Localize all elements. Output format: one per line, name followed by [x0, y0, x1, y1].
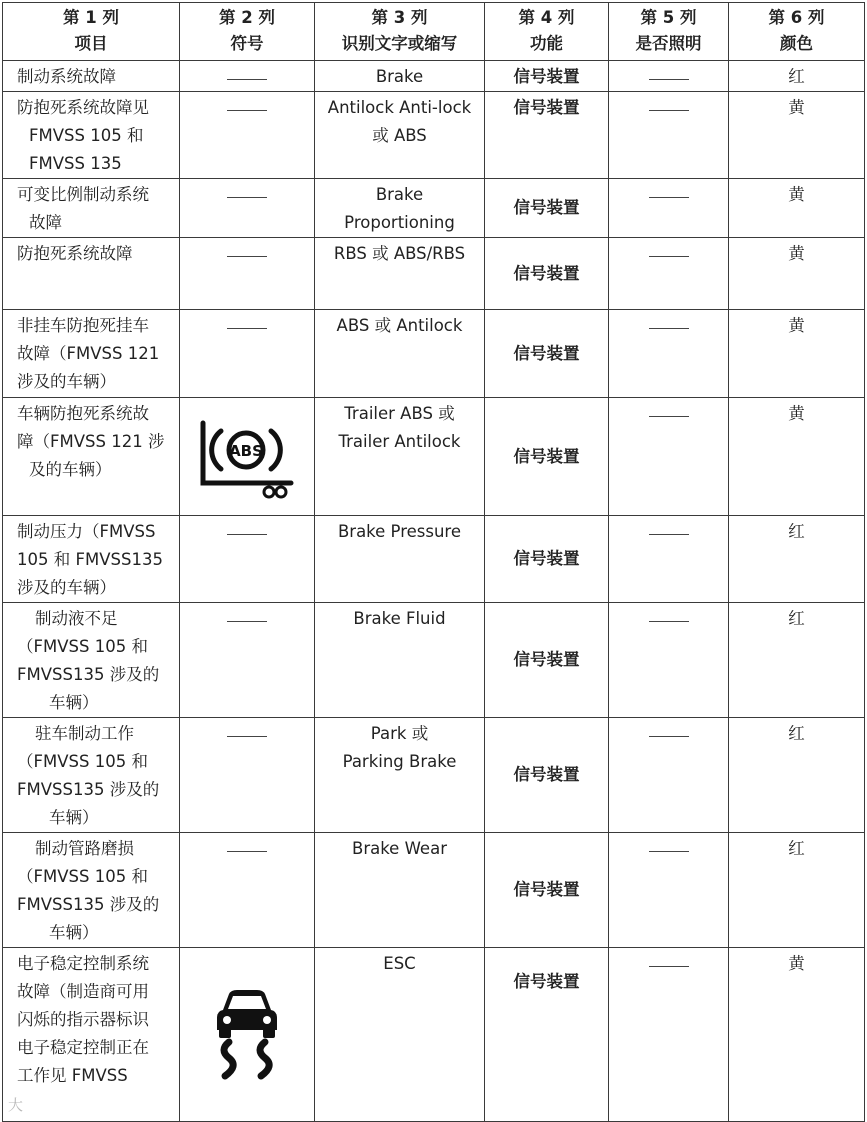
- esc-skid-car-icon: [197, 980, 297, 1090]
- text-cell: Brake: [315, 61, 485, 92]
- item-cell: 制动液不足 （FMVSS 105 和 FMVSS135 涉及的 车辆）: [3, 603, 180, 718]
- function-cell: 信号装置: [485, 179, 609, 238]
- table-row: [3, 718, 865, 833]
- color-cell: 黄: [729, 310, 865, 398]
- dash-mark: [649, 966, 689, 967]
- lit-cell: [609, 310, 729, 398]
- header-col-1: 第 1 列 项目: [3, 3, 180, 61]
- symbol-cell: [180, 179, 315, 238]
- dash-mark: [227, 197, 267, 198]
- table-row: [3, 603, 865, 718]
- function-cell: 信号装置: [485, 92, 609, 179]
- item-cell: 制动管路磨损 （FMVSS 105 和 FMVSS135 涉及的 车辆）: [3, 833, 180, 948]
- symbol-cell: [180, 310, 315, 398]
- symbol-cell: [180, 718, 315, 833]
- lit-cell: [609, 718, 729, 833]
- item-cell: 车辆防抱死系统故 障（FMVSS 121 涉 及的车辆）: [3, 398, 180, 516]
- lit-cell: [609, 179, 729, 238]
- function-cell: 信号装置: [485, 398, 609, 516]
- symbol-cell: [180, 603, 315, 718]
- lit-cell: [609, 238, 729, 310]
- symbol-cell: [180, 238, 315, 310]
- item-cell: 非挂车防抱死挂车 故障（FMVSS 121 涉及的车辆）: [3, 310, 180, 398]
- text-cell: RBS 或 ABS/RBS: [315, 238, 485, 310]
- dash-mark: [227, 534, 267, 535]
- table-row: [3, 92, 865, 179]
- color-cell: 黄: [729, 238, 865, 310]
- table-row: [3, 833, 865, 948]
- dash-mark: [227, 256, 267, 257]
- table-row: [3, 398, 865, 516]
- symbol-cell: [180, 61, 315, 92]
- header-col-3: 第 3 列 识别文字或缩写: [315, 3, 485, 61]
- function-cell: 信号装置: [485, 516, 609, 603]
- symbol-cell: [180, 516, 315, 603]
- symbol-cell: [180, 92, 315, 179]
- lit-cell: [609, 92, 729, 179]
- table-row: [3, 310, 865, 398]
- lit-cell: [609, 833, 729, 948]
- function-cell: 信号装置: [485, 61, 609, 92]
- item-cell: 驻车制动工作 （FMVSS 105 和 FMVSS135 涉及的 车辆）: [3, 718, 180, 833]
- dash-mark: [227, 736, 267, 737]
- function-cell: 信号装置: [485, 603, 609, 718]
- text-cell: Brake Fluid: [315, 603, 485, 718]
- color-cell: 红: [729, 61, 865, 92]
- symbol-cell: [180, 398, 315, 516]
- text-cell: Brake Proportioning: [315, 179, 485, 238]
- item-cell: 防抱死系统故障见 FMVSS 105 和 FMVSS 135: [3, 92, 180, 179]
- svg-text:ABS: ABS: [229, 441, 263, 460]
- item-cell: 制动系统故障: [3, 61, 180, 92]
- text-cell: ABS 或 Antilock: [315, 310, 485, 398]
- dash-mark: [649, 851, 689, 852]
- dash-mark: [649, 110, 689, 111]
- lit-cell: [609, 948, 729, 1122]
- text-cell: Trailer ABS 或 Trailer Antilock: [315, 398, 485, 516]
- dash-mark: [227, 79, 267, 80]
- item-cell: 防抱死系统故障: [3, 238, 180, 310]
- text-cell: Brake Wear: [315, 833, 485, 948]
- item-cell: 制动压力（FMVSS 105 和 FMVSS135 涉及的车辆）: [3, 516, 180, 603]
- function-cell: 信号装置: [485, 718, 609, 833]
- text-cell: Antilock Anti-lock 或 ABS: [315, 92, 485, 179]
- function-cell: 信号装置: [485, 948, 609, 1122]
- color-cell: 红: [729, 718, 865, 833]
- table-row: [3, 516, 865, 603]
- color-cell: 黄: [729, 398, 865, 516]
- dash-mark: [227, 110, 267, 111]
- dash-mark: [649, 416, 689, 417]
- dash-mark: [649, 736, 689, 737]
- table-row: [3, 61, 865, 92]
- trailer-abs-icon: [195, 415, 299, 499]
- item-cell: 可变比例制动系统 故障: [3, 179, 180, 238]
- dash-mark: [649, 328, 689, 329]
- function-cell: 信号装置: [485, 238, 609, 310]
- indicator-table: [2, 2, 865, 1122]
- header-col-6: 第 6 列 颜色: [729, 3, 865, 61]
- dash-mark: [649, 621, 689, 622]
- header-col-5: 第 5 列 是否照明: [609, 3, 729, 61]
- color-cell: 黄: [729, 92, 865, 179]
- color-cell: 黄: [729, 179, 865, 238]
- color-cell: 红: [729, 516, 865, 603]
- symbol-cell: [180, 948, 315, 1122]
- function-cell: 信号装置: [485, 310, 609, 398]
- color-cell: 红: [729, 833, 865, 948]
- function-cell: 信号装置: [485, 833, 609, 948]
- item-cell: 电子稳定控制系统 故障（制造商可用 闪烁的指示器标识 电子稳定控制正在 工作见 FMVSS: [3, 948, 180, 1122]
- text-cell: ESC: [315, 948, 485, 1122]
- lit-cell: [609, 603, 729, 718]
- color-cell: 红: [729, 603, 865, 718]
- text-cell: Brake Pressure: [315, 516, 485, 603]
- lit-cell: [609, 61, 729, 92]
- dash-mark: [649, 256, 689, 257]
- dash-mark: [649, 79, 689, 80]
- watermark: 大: [8, 1096, 24, 1114]
- header-row: [3, 3, 865, 61]
- symbol-cell: [180, 833, 315, 948]
- header-col-2: 第 2 列 符号: [180, 3, 315, 61]
- color-cell: 黄: [729, 948, 865, 1122]
- lit-cell: [609, 516, 729, 603]
- dash-mark: [649, 197, 689, 198]
- table-row: [3, 948, 865, 1122]
- table-row: [3, 238, 865, 310]
- dash-mark: [227, 621, 267, 622]
- text-cell: Park 或 Parking Brake: [315, 718, 485, 833]
- table-row: [3, 179, 865, 238]
- dash-mark: [649, 534, 689, 535]
- dash-mark: [227, 328, 267, 329]
- dash-mark: [227, 851, 267, 852]
- header-col-4: 第 4 列 功能: [485, 3, 609, 61]
- lit-cell: [609, 398, 729, 516]
